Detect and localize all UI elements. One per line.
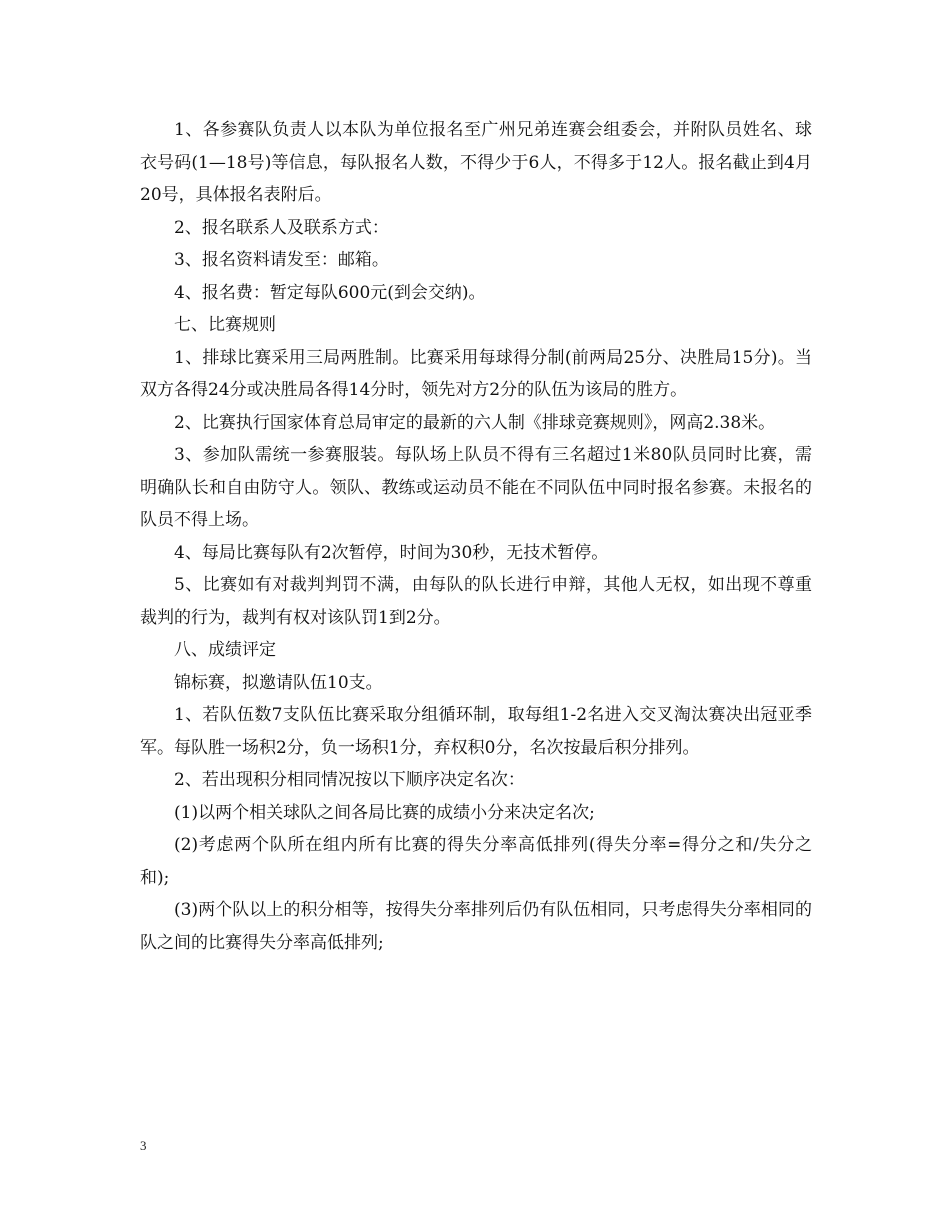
section-heading-rules: 七、比赛规则 <box>174 315 276 335</box>
paragraph-rule-3: 3、参加队需统一参赛服装。每队场上队员不得有三名超过1米80队员同时比赛，需明确队长和自由防守人。领队、教练或运动员不能在不同队伍中同时报名参赛。未报名的队员不得上场。 <box>140 445 812 530</box>
paragraph-registration-3: 3、报名资料请发至：邮箱。 <box>174 250 389 270</box>
paragraph-registration-4: 4、报名费：暂定每队600元(到会交纳)。 <box>174 282 486 303</box>
paragraph-tiebreak-3: (3)两个队以上的积分相等，按得失分率排列后仍有队伍相同，只考虑得失分率相同的队之间的比赛得失分率高低排列; <box>140 900 812 953</box>
paragraph-registration-1: 1、各参赛队负责人以本队为单位报名至广州兄弟连赛会组委会，并附队员姓名、球衣号码(1—18号)等信息，每队报名人数，不得少于6人，不得多于12人。报名截止到4月20号，具体报名表附后。 <box>140 120 812 205</box>
paragraph-rule-2: 2、比赛执行国家体育总局审定的最新的六人制《排球竞赛规则》，网高2.38米。 <box>174 412 776 433</box>
paragraph-scoring-1: 1、若队伍数7支队伍比赛采取分组循环制，取每组1-2名进入交叉淘汰赛决出冠亚季军。每队胜一场积2分，负一场积1分，弃权积0分，名次按最后积分排列。 <box>140 705 812 758</box>
paragraph-rule-4: 4、每局比赛每队有2次暂停，时间为30秒，无技术暂停。 <box>174 542 609 563</box>
paragraph-tiebreak-1: (1)以两个相关球队之间各局比赛的成绩小分来决定名次; <box>174 802 595 823</box>
paragraph-rule-1: 1、排球比赛采用三局两胜制。比赛采用每球得分制(前两局25分、决胜局15分)。当双方各得24分或决胜局各得14分时，领先对方2分的队伍为该局的胜方。 <box>140 347 812 400</box>
document-body <box>140 114 812 959</box>
paragraph-scoring-2: 2、若出现积分相同情况按以下顺序决定名次： <box>174 770 525 790</box>
paragraph-rule-5: 5、比赛如有对裁判判罚不满，由每队的队长进行申辩，其他人无权，如出现不尊重裁判的行为，裁判有权对该队罚1到2分。 <box>140 575 812 628</box>
page-number: 3 <box>140 1138 147 1153</box>
paragraph-registration-2: 2、报名联系人及联系方式： <box>174 217 389 238</box>
paragraph-tournament: 锦标赛，拟邀请队伍10支。 <box>174 672 383 693</box>
paragraph-tiebreak-2: (2)考虑两个队所在组内所有比赛的得失分率高低排列(得失分率=得分之和/失分之和); <box>140 835 812 888</box>
section-heading-scoring: 八、成绩评定 <box>174 640 276 660</box>
